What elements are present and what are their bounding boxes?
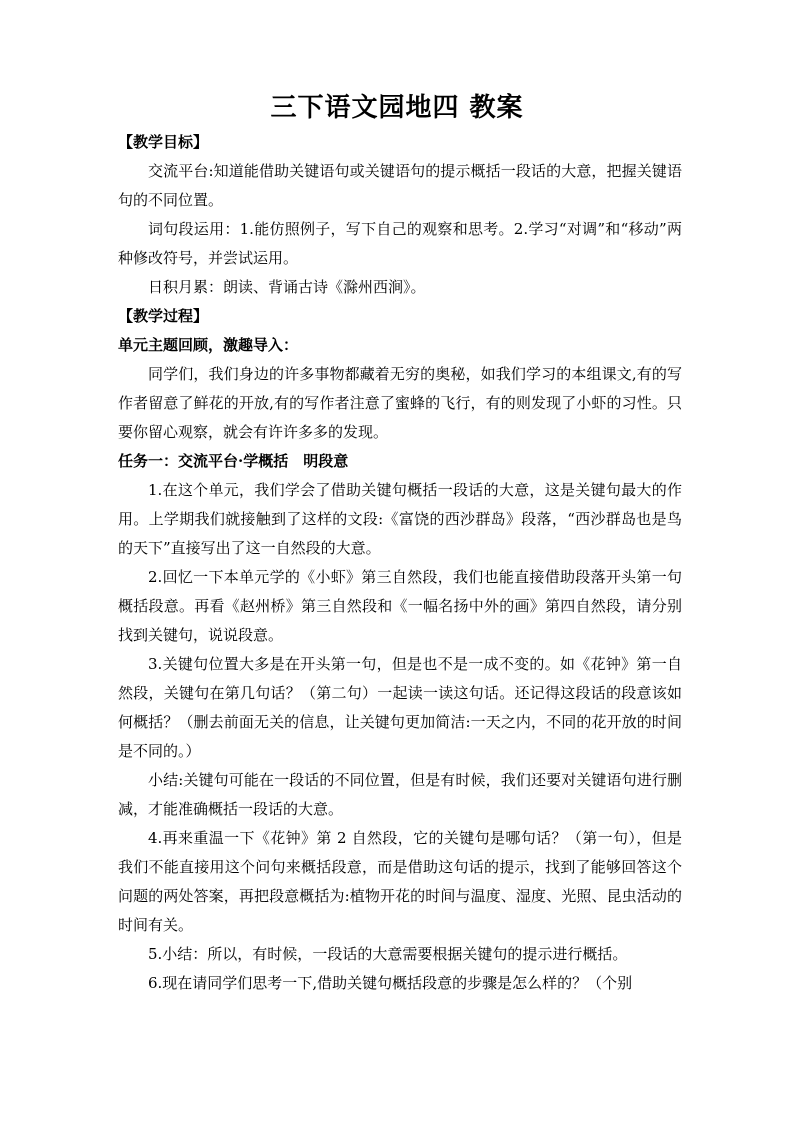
subheading-intro: 单元主题回顾，激趣导入： bbox=[118, 336, 299, 354]
section-heading-process: 【教学过程】 bbox=[118, 307, 209, 325]
goal-paragraph: 日积月累：朗读、背诵古诗《滁州西涧》。 bbox=[148, 278, 426, 296]
task-paragraph: 5.小结：所以，有时候，一段话的大意需要根据关键句的提示进行概括。 bbox=[148, 945, 628, 963]
page-title: 三下语文园地四 教案 bbox=[270, 93, 524, 123]
task-paragraph: 1.在这个单元，我们学会了借助关键句概括一段话的大意，这是关键句最大的作用。上学期我们就接触到了这样的文段:《富饶的西沙群岛》段落，“西沙群岛也是鸟的天下”直接写出了这一自然段的大意。 bbox=[118, 481, 682, 557]
document-body bbox=[118, 128, 682, 998]
summary-paragraph: 小结:关键句可能在一段话的不同位置，但是有时候，我们还要对关键语句进行删减，才能准确概括一段话的大意。 bbox=[118, 771, 682, 818]
intro-paragraph: 同学们，我们身边的许多事物都藏着无穷的奥秘，如我们学习的本组课文,有的写作者留意了鲜花的开放,有的写作者注意了蜜蜂的飞行，有的则发现了小虾的习性。只要你留心观察，就会有许许多多的发现。 bbox=[118, 365, 682, 441]
subheading-task1: 任务一：交流平台·学概括 明段意 bbox=[118, 452, 349, 470]
goal-paragraph: 交流平台:知道能借助关键语句或关键语句的提示概括一段话的大意，把握关键语句的不同位置。 bbox=[118, 162, 682, 209]
task-paragraph: 4.再来重温一下《花钟》第 2 自然段，它的关键句是哪句话？（第一句），但是我们不能直接用这个问句来概括段意，而是借助这句话的提示，找到了能够回答这个问题的两处答案，再把段意概括为:植物开花的时间与温度、湿度、光照、昆虫活动的时间有关。 bbox=[118, 829, 682, 934]
section-heading-goals: 【教学目标】 bbox=[118, 133, 209, 151]
task-paragraph: 3.关键句位置大多是在开头第一句，但是也不是一成不变的。如《花钟》第一自然段，关键句在第几句话？（第二句）一起读一读这句话。还记得这段话的段意该如何概括？（删去前面无关的信息，让关键句更加简洁:一天之内，不同的花开放的时间是不同的。） bbox=[118, 655, 682, 760]
goal-paragraph: 词句段运用：1.能仿照例子，写下自己的观察和思考。2.学习“对调”和“移动”两种修改符号，并尝试运用。 bbox=[118, 220, 682, 267]
task-paragraph: 2.回忆一下本单元学的《小虾》第三自然段，我们也能直接借助段落开头第一句概括段意。再看《赵州桥》第三自然段和《一幅名扬中外的画》第四自然段，请分别找到关键句，说说段意。 bbox=[118, 568, 682, 644]
task-paragraph: 6.现在请同学们思考一下,借助关键句概括段意的步骤是怎么样的？（个别 bbox=[148, 974, 633, 992]
